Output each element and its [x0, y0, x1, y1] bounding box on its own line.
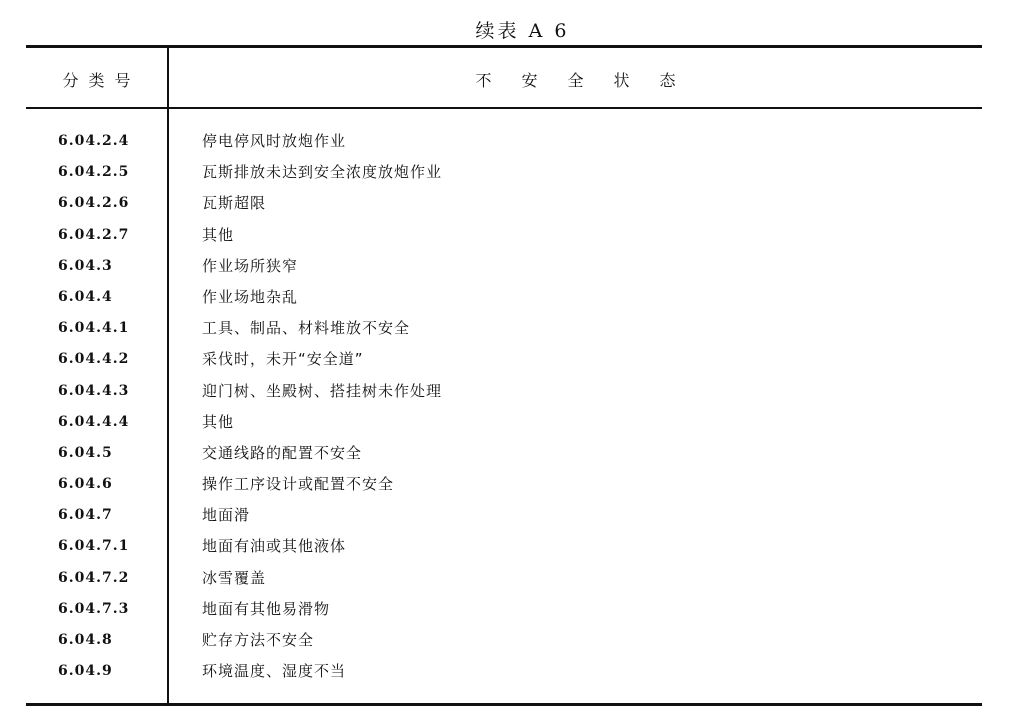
row-code: 6.04.5	[58, 444, 113, 461]
row-code: 6.04.4	[58, 288, 113, 305]
table-row	[26, 126, 982, 157]
table-row	[26, 594, 982, 625]
table-row	[26, 469, 982, 500]
row-description: 迎门树、坐殿树、搭挂树未作处理	[202, 381, 443, 400]
column-header-state: 不安全状态	[475, 71, 706, 90]
row-description: 采伐时，未开“安全道”	[202, 350, 364, 369]
row-code: 6.04.6	[58, 476, 113, 493]
table-row	[26, 438, 982, 469]
table-row	[26, 313, 982, 344]
table-row	[26, 531, 982, 562]
table-row	[26, 500, 982, 531]
row-description: 地面有油或其他液体	[202, 537, 347, 556]
row-code: 6.04.3	[58, 257, 113, 274]
row-description: 其他	[202, 225, 235, 244]
table-row	[26, 625, 982, 656]
row-description: 瓦斯超限	[202, 194, 267, 213]
table-body	[26, 126, 982, 687]
row-description: 停电停风时放炮作业	[202, 132, 347, 150]
table-row	[26, 282, 982, 313]
row-description: 交通线路的配置不安全	[202, 443, 363, 462]
row-description: 作业场地杂乱	[202, 287, 299, 306]
table-row	[26, 344, 982, 375]
table-row	[26, 563, 982, 594]
row-description: 地面有其他易滑物	[202, 599, 331, 618]
row-code: 6.04.7.2	[58, 569, 130, 586]
row-code: 6.04.8	[58, 632, 113, 648]
header-rule	[26, 107, 982, 109]
row-description: 操作工序设计或配置不安全	[202, 475, 395, 494]
row-code: 6.04.4.4	[58, 413, 130, 430]
column-header-code: 分类号	[62, 71, 141, 90]
row-code: 6.04.2.5	[58, 164, 130, 181]
row-description: 贮存方法不安全	[202, 631, 315, 649]
row-code: 6.04.7.1	[58, 538, 130, 555]
row-code: 6.04.4.3	[58, 382, 130, 399]
row-code: 6.04.7	[58, 507, 113, 524]
row-code: 6.04.7.3	[58, 600, 130, 617]
row-code: 6.04.2.7	[58, 226, 130, 243]
table-row	[26, 157, 982, 188]
row-code: 6.04.9	[58, 663, 113, 680]
table-row	[26, 376, 982, 407]
table-caption: 续表 A 6	[475, 20, 570, 42]
table-row	[26, 220, 982, 251]
row-description: 地面滑	[202, 506, 251, 525]
row-description: 工具、制品、材料堆放不安全	[202, 319, 411, 338]
row-code: 6.04.2.6	[58, 195, 130, 212]
table-row	[26, 188, 982, 219]
row-description: 作业场所狭窄	[202, 256, 299, 275]
row-code: 6.04.2.4	[58, 133, 130, 149]
row-description: 环境温度、湿度不当	[202, 662, 347, 681]
table-row	[26, 656, 982, 687]
table-row	[26, 407, 982, 438]
top-rule	[26, 45, 982, 48]
row-description: 瓦斯排放未达到安全浓度放炮作业	[202, 163, 443, 182]
table-row	[26, 251, 982, 282]
row-description: 其他	[202, 412, 235, 431]
row-code: 6.04.4.2	[58, 351, 130, 368]
row-code: 6.04.4.1	[58, 320, 130, 337]
row-description: 冰雪覆盖	[202, 568, 267, 587]
bottom-rule	[26, 703, 982, 706]
